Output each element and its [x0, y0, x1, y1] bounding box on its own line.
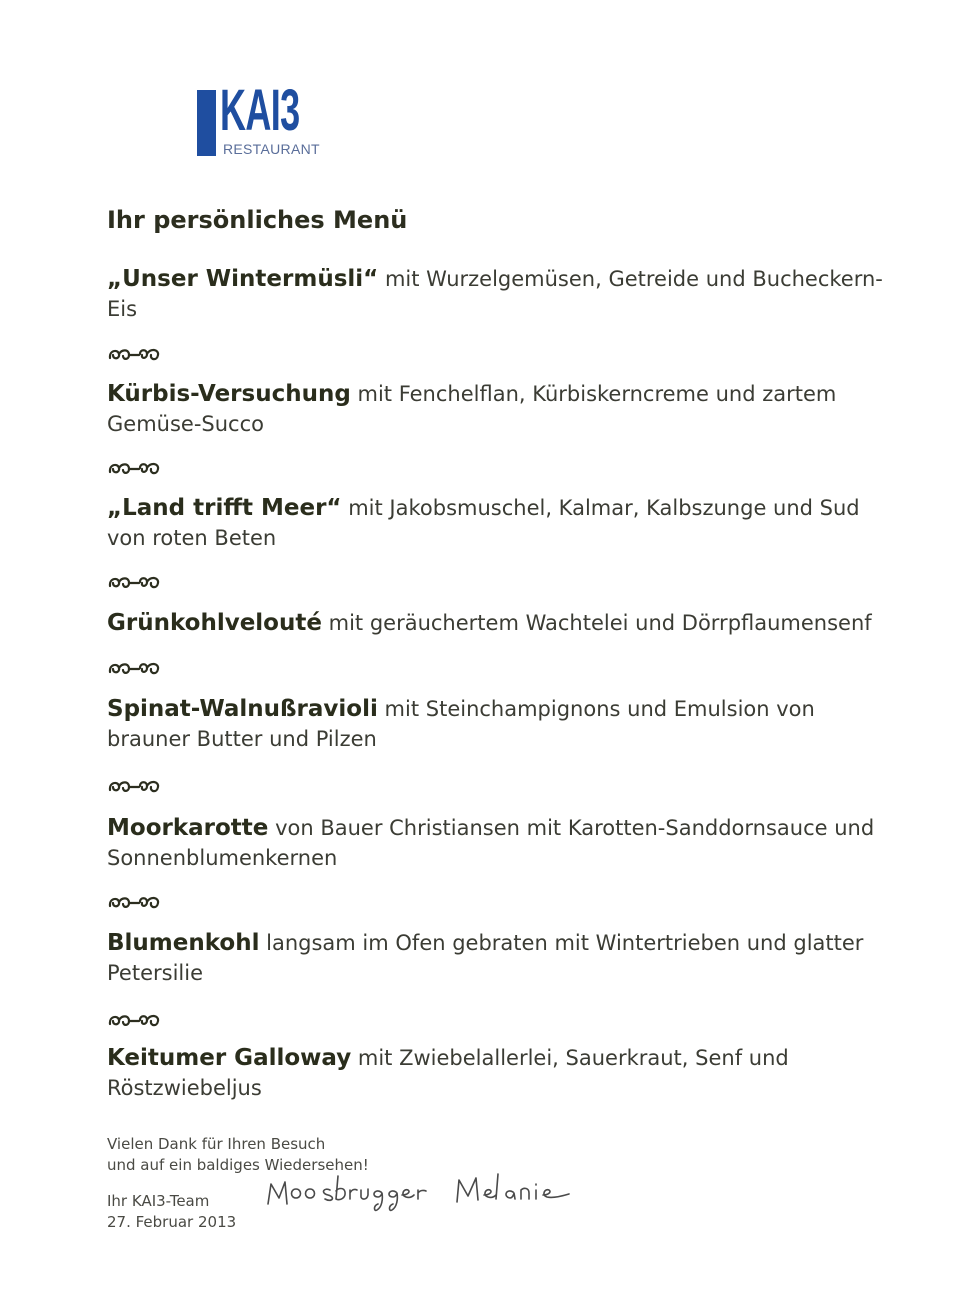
course-name: Blumenkohl [107, 930, 260, 956]
course-description: langsam im Ofen gebraten mit Wintertrieben und glatter Petersilie [107, 931, 864, 985]
course-name: Spinat-Walnußravioli [107, 696, 378, 722]
team-name: Ihr KAI3-Team [107, 1192, 210, 1210]
signoff [107, 1191, 236, 1233]
handwritten-signature [262, 1168, 582, 1220]
course-description: mit geräuchertem Wachtelei und Dörrpflaumensenf [321, 611, 872, 635]
course-1 [107, 264, 887, 324]
logo-subtitle: RESTAURANT [223, 141, 320, 157]
course-3 [107, 493, 887, 553]
course-2 [107, 379, 887, 439]
menu-heading: Ihr persönliches Menü [107, 206, 408, 234]
course-name: Kürbis-Versuchung [107, 381, 351, 407]
course-description: mit Zwiebelallerlei, Sauerkraut, Senf und Röstzwiebeljus [107, 1046, 789, 1100]
course-description: mit Fenchelflan, Kürbiskerncreme und zartem Gemüse-Succo [107, 382, 837, 436]
course-description: von Bauer Christiansen mit Karotten-Sanddornsauce und Sonnenblumenkernen [107, 816, 875, 870]
ornament-divider [107, 778, 163, 794]
ornament-divider [107, 574, 163, 590]
ornament-divider [107, 660, 163, 676]
course-8 [107, 1043, 887, 1103]
restaurant-logo [197, 78, 327, 160]
course-description: mit Steinchampignons und Emulsion von brauner Butter und Pilzen [107, 697, 815, 751]
course-name: Moorkarotte [107, 815, 269, 841]
ornament-divider [107, 460, 163, 476]
course-description: mit Jakobsmuschel, Kalmar, Kalbszunge und Sud von roten Beten [107, 496, 860, 550]
menu-date: 27. Februar 2013 [107, 1213, 237, 1231]
course-description: mit Wurzelgemüsen, Getreide und Bucheckern-Eis [107, 267, 883, 321]
course-7 [107, 928, 887, 988]
ornament-divider [107, 1012, 163, 1028]
course-name: „Unser Wintermüsli“ [107, 266, 379, 292]
course-5 [107, 694, 887, 754]
logo-name: KAI3 [220, 78, 300, 143]
course-name: Keitumer Galloway [107, 1045, 352, 1071]
logo-bar [197, 90, 216, 156]
course-name: Grünkohlvelouté [107, 610, 322, 636]
ornament-divider [107, 894, 163, 910]
course-4 [107, 608, 887, 638]
course-6 [107, 813, 887, 873]
course-name: „Land trifft Meer“ [107, 495, 342, 521]
thanks-line-2: und auf ein baldiges Wiedersehen! [107, 1156, 369, 1174]
thanks-line-1: Vielen Dank für Ihren Besuch [107, 1135, 326, 1153]
ornament-divider [107, 346, 163, 362]
